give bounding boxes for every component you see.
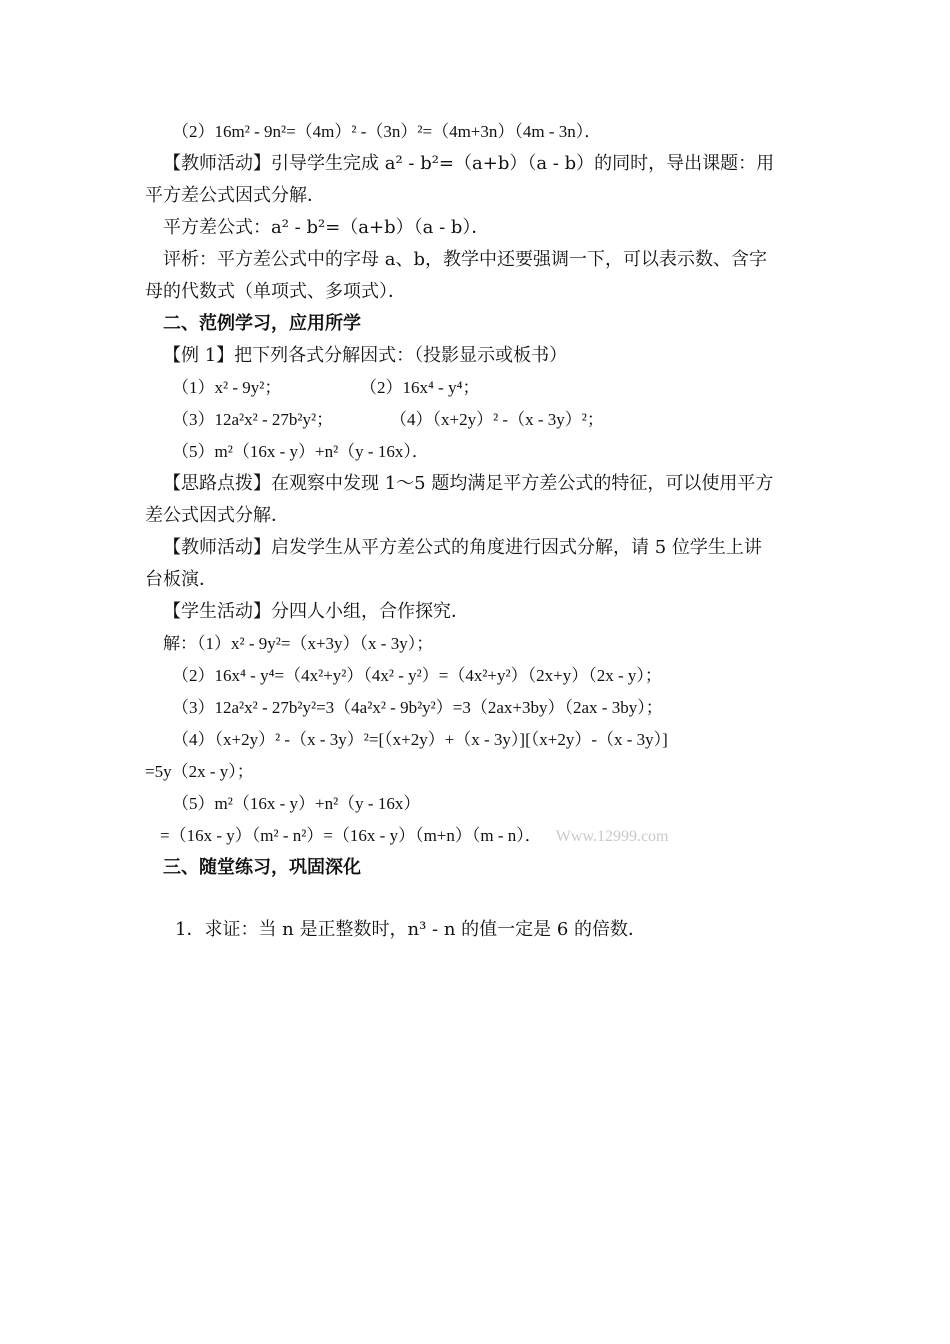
example-item-4: （4）（x+2y）² -（x - 3y）²； <box>390 410 604 429</box>
solution-5-cont <box>160 820 825 852</box>
solution-5: （5）m²（16x - y）+n²（y - 16x） <box>172 794 421 813</box>
solution-5-result: =（16x - y）（m² - n²）=（16x - y）（m+n）（m - n）． <box>160 826 542 845</box>
teacher-activity-line: 【教师活动】引导学生完成 a² - b²=（a+b）（a - b）的同时，导出课题：用 <box>163 153 775 174</box>
solution-4-cont: =5y（2x - y）； <box>145 762 254 781</box>
commentary-line-cont: 母的代数式（单项式、多项式）． <box>145 281 406 302</box>
teacher-activity-2-line: 【教师活动】启发学生从平方差公式的角度进行因式分解，请 5 位学生上讲 <box>163 537 762 558</box>
example-item-2: （2）16x⁴ - y⁴； <box>360 378 480 397</box>
example-item-5: （5）m²（16x - y）+n²（y - 16x）． <box>172 442 429 461</box>
solution-1: 解：（1）x² - 9y²=（x+3y）（x - 3y）； <box>163 634 434 653</box>
teacher-activity-line-cont: 平方差公式因式分解． <box>145 185 325 206</box>
hint-line: 【思路点拨】在观察中发现 1～5 题均满足平方差公式的特征，可以使用平方 <box>163 473 774 494</box>
practice-item-1: 1．求证：当 n 是正整数时，n³ - n 的值一定是 6 的倍数． <box>175 919 647 940</box>
watermark-text: Www.12999.com <box>555 828 669 845</box>
teacher-activity-2-line-cont: 台板演． <box>145 569 217 590</box>
commentary-line: 评析：平方差公式中的字母 a、b，教学中还要强调一下，可以表示数、含字 <box>163 249 767 270</box>
section-heading-2: 二、范例学习，应用所学 <box>163 313 361 334</box>
solution-2: （2）16x⁴ - y⁴=（4x²+y²）（4x² - y²）=（4x²+y²）（2x+y）（2x - y）； <box>172 666 662 685</box>
example-1-title: 【例 1】把下列各式分解因式：（投影显示或板书） <box>163 345 568 366</box>
hint-line-cont: 差公式因式分解． <box>145 505 289 526</box>
formula-line: 平方差公式：a² - b²=（a+b）（a - b）． <box>163 217 490 238</box>
student-activity-line: 【学生活动】分四人小组，合作探究． <box>163 601 469 622</box>
solution-3: （3）12a²x² - 27b²y²=3（4a²x² - 9b²y²）=3（2ax+3by）（2ax - 3by）； <box>172 698 663 717</box>
section-heading-3: 三、随堂练习，巩固深化 <box>163 857 361 878</box>
example-item-1: （1）x² - 9y²； <box>172 378 282 397</box>
example-item-3: （3）12a²x² - 27b²y²； <box>172 410 334 429</box>
solution-4: （4）（x+2y）² -（x - 3y）²=[（x+2y）+（x - 3y）][（x+2y）-（x - 3y）] <box>172 730 668 749</box>
line-equation-2: （2）16m² - 9n²=（4m）² -（3n）²=（4m+3n）（4m - 3n）． <box>172 122 602 141</box>
